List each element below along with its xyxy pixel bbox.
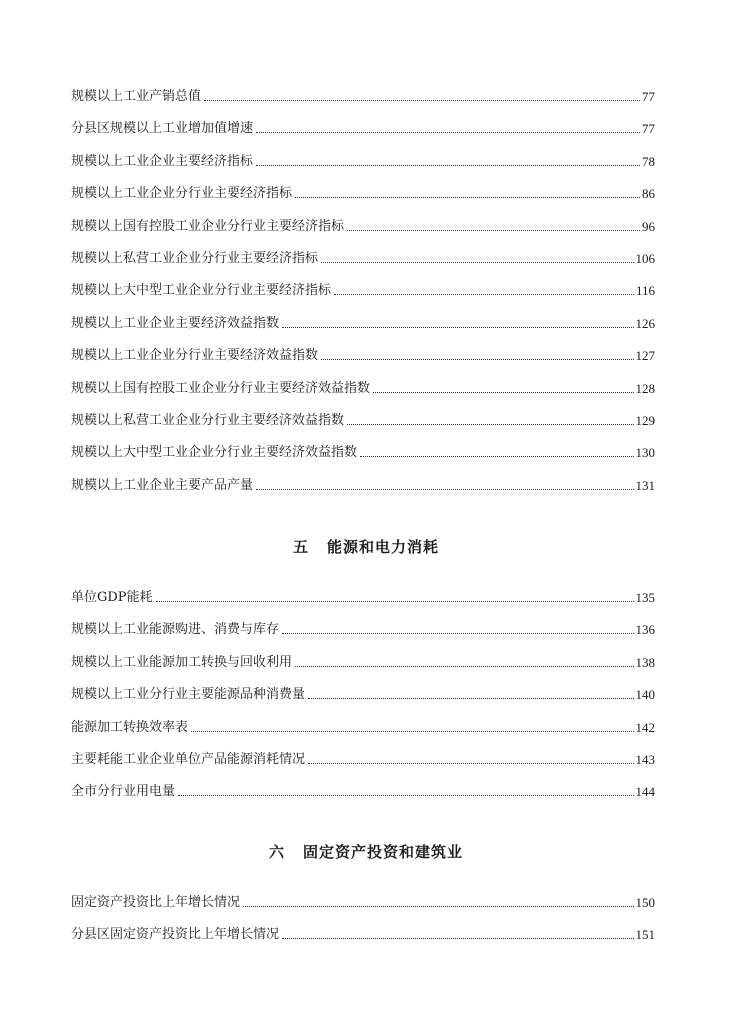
toc-entry-title: 固定资产投资比上年增长情况 (71, 895, 241, 910)
toc-entry[interactable] (71, 654, 655, 672)
toc-entry[interactable] (71, 751, 655, 769)
toc-entry[interactable] (71, 477, 655, 495)
toc-entry-title: 规模以上工业分行业主要能源品种消费量 (71, 687, 306, 703)
toc-entry-page: 130 (635, 445, 655, 461)
toc-entry-title: 规模以上工业产销总值 (71, 89, 202, 104)
toc-entry-title: 主要耗能工业企业单位产品能源消耗情况 (71, 752, 306, 767)
dot-leader (243, 906, 633, 907)
toc-entry[interactable] (71, 120, 655, 138)
toc-entry[interactable] (71, 783, 655, 801)
toc-entry-title: 规模以上工业企业主要经济指标 (71, 153, 254, 169)
toc-entry-page: 77 (642, 121, 655, 137)
toc-entry-page: 127 (635, 348, 655, 364)
section-title: 固定资产投资和建筑业 (303, 843, 464, 861)
toc-entry-title: 全市分行业用电量 (71, 784, 176, 800)
toc-entry-page: 106 (635, 251, 655, 266)
toc-entry-page: 138 (635, 654, 655, 670)
toc-entry-page: 131 (635, 477, 655, 493)
toc-entry-title: 规模以上工业企业分行业主要经济效益指数 (71, 348, 319, 364)
toc-entry-title: 分县区规模以上工业增加值增速 (71, 121, 254, 137)
toc-entry[interactable] (71, 250, 655, 268)
toc-entry[interactable] (71, 719, 655, 737)
toc-entry-title: 分县区固定资产投资比上年增长情况 (71, 927, 280, 943)
dot-leader (321, 262, 633, 263)
toc-entry-title: 规模以上工业企业主要经济效益指数 (71, 315, 280, 331)
dot-leader (204, 100, 640, 101)
toc-entry-title: 规模以上私营工业企业分行业主要经济效益指数 (71, 413, 345, 428)
dot-leader (282, 938, 633, 939)
toc-entry-title: 规模以上工业企业主要产品产量 (71, 477, 254, 493)
toc-entry[interactable] (71, 926, 655, 944)
dot-leader (156, 601, 634, 602)
toc-entry-title: 单位GDP能耗 (71, 590, 153, 605)
dot-leader (282, 633, 633, 634)
section-heading-6 (0, 841, 732, 862)
toc-entry-page: 135 (635, 590, 655, 605)
toc-entry-page: 142 (635, 719, 655, 735)
dot-leader (360, 456, 633, 457)
toc-entry-title: 规模以上大中型工业企业分行业主要经济指标 (71, 283, 332, 299)
toc-entry-title: 规模以上工业能源加工转换与回收利用 (71, 654, 293, 670)
dot-leader (295, 666, 633, 667)
toc-entry-title: 规模以上工业企业分行业主要经济指标 (71, 186, 293, 202)
section-number: 五 (292, 538, 309, 556)
toc-entry-page: 151 (635, 927, 655, 943)
toc-entry[interactable] (71, 185, 655, 203)
toc-entry[interactable] (71, 686, 655, 704)
dot-leader (334, 294, 634, 295)
dot-leader (347, 424, 633, 425)
toc-entry[interactable] (71, 894, 655, 912)
toc-entry-title: 能源加工转换效率表 (71, 719, 189, 735)
toc-entry-page: 136 (635, 622, 655, 638)
toc-entry-page: 144 (635, 784, 655, 800)
dot-leader (256, 165, 640, 166)
toc-entry-page: 126 (635, 315, 655, 331)
toc-entry-page: 77 (642, 89, 655, 104)
dot-leader (256, 132, 640, 133)
toc-entry-page: 78 (642, 153, 655, 169)
toc-entry-page: 143 (635, 752, 655, 767)
dot-leader (321, 359, 633, 360)
toc-entry[interactable] (71, 88, 655, 106)
dot-leader (308, 698, 633, 699)
toc-entry-page: 116 (635, 283, 655, 299)
toc-entry-page: 150 (635, 895, 655, 910)
toc-entry-page: 86 (642, 186, 655, 202)
dot-leader (256, 489, 633, 490)
toc-entry[interactable] (71, 444, 655, 462)
toc-entry-page: 128 (635, 380, 655, 396)
dot-leader (191, 731, 633, 732)
dot-leader (178, 795, 633, 796)
toc-entry[interactable] (71, 153, 655, 171)
toc-entry-title: 规模以上工业能源购进、消费与库存 (71, 622, 280, 638)
toc-entry[interactable] (71, 621, 655, 639)
toc-entry-title: 规模以上私营工业企业分行业主要经济指标 (71, 251, 319, 266)
toc-entry-title: 规模以上大中型工业企业分行业主要经济效益指数 (71, 445, 358, 461)
toc-entry[interactable] (71, 347, 655, 365)
toc-entry-title: 规模以上国有控股工业企业分行业主要经济效益指数 (71, 380, 371, 396)
toc-entry[interactable] (71, 315, 655, 333)
toc-entry[interactable] (71, 282, 655, 300)
toc-entry[interactable] (71, 380, 655, 398)
section-number: 六 (268, 843, 285, 861)
dot-leader (347, 230, 640, 231)
dot-leader (308, 763, 633, 764)
toc-entry-page: 140 (635, 687, 655, 703)
dot-leader (373, 392, 633, 393)
section-title: 能源和电力消耗 (327, 538, 440, 556)
dot-leader (282, 327, 633, 328)
toc-entry[interactable] (71, 218, 655, 236)
section-heading-5 (0, 536, 732, 557)
toc-entry[interactable] (71, 412, 655, 430)
toc-entry-page: 96 (642, 218, 655, 234)
toc-entry-page: 129 (635, 413, 655, 428)
toc-entry[interactable] (71, 589, 655, 607)
toc-entry-title: 规模以上国有控股工业企业分行业主要经济指标 (71, 218, 345, 234)
dot-leader (295, 197, 640, 198)
